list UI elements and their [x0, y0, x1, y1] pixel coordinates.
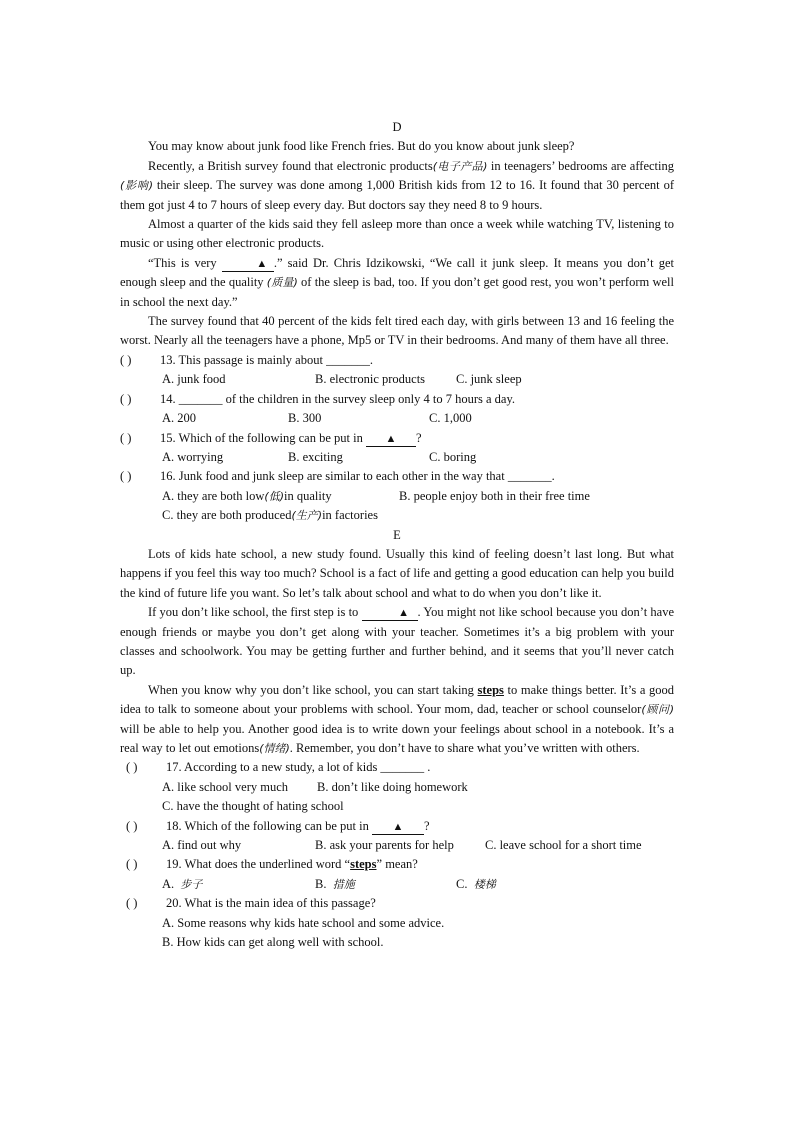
text: 18. Which of the following can be put in	[166, 818, 372, 833]
question-text: 14. _______ of the children in the survey sleep only 4 to 7 hours a day.	[160, 391, 516, 406]
option-b: B. 300	[288, 411, 322, 426]
answer-bracket[interactable]: ( )	[120, 352, 132, 367]
exam-page	[120, 118, 674, 952]
option-c: C. leave school for a short time	[485, 838, 642, 853]
question-text	[160, 429, 422, 448]
text: in teenagers’ bedrooms are affecting	[487, 158, 674, 173]
text: 15. Which of the following can be put in	[160, 430, 366, 445]
chinese-gloss: (情绪)	[259, 742, 290, 755]
option-a: A. find out why	[162, 838, 242, 853]
text: B.	[315, 876, 327, 891]
question-text: 17. According to a new study, a lot of kids _______ .	[166, 760, 431, 775]
text: ?	[423, 818, 430, 833]
chinese-gloss: (电子产品)	[432, 159, 488, 173]
passage-d-paragraph-3: Almost a quarter of the kids said they fell asleep more than once a week while watching TV, listening to music or using other electronic products.	[120, 217, 674, 251]
text: C.	[456, 876, 468, 891]
passage-e-paragraph-2	[120, 603, 674, 681]
chinese-gloss: (生产)	[291, 509, 323, 523]
text: If you don’t like school, the first step is to	[148, 605, 362, 620]
text: When you know why you don’t like school, you can start taking	[148, 682, 478, 697]
option-a: A. Some reasons why kids hate school and some advice.	[162, 915, 445, 930]
question-15	[120, 429, 674, 448]
question-text: 20. What is the main idea of this passage?	[166, 896, 376, 911]
text: their sleep. The survey was done among 1,000 British kids from 12 to 16. It found that 30 percent of them got just 4 to 7 hours of sleep every day. But doctors say they need 8 to 9 hours.	[120, 178, 674, 212]
chinese-gloss: (质量)	[266, 276, 298, 290]
chinese-gloss: (顾问)	[641, 703, 674, 717]
question-16	[120, 467, 674, 486]
question-14	[120, 390, 674, 409]
question-20	[120, 894, 674, 913]
option-c: C. junk sleep	[456, 372, 522, 387]
question-17	[120, 758, 674, 777]
option-a	[162, 487, 399, 506]
question-16-options	[120, 487, 674, 506]
underlined-word: steps	[350, 857, 377, 872]
option-b: B. How kids can get along well with school.	[162, 935, 384, 950]
text: 19. What does the underlined word “	[166, 857, 351, 872]
question-18	[120, 817, 674, 836]
text: in quality	[284, 488, 332, 503]
text: Recently, a British survey found that electronic products	[148, 158, 433, 173]
question-19	[120, 855, 674, 874]
option-c	[456, 875, 496, 894]
answer-bracket[interactable]: ( )	[126, 818, 138, 833]
text: A.	[162, 876, 175, 891]
question-text: 16. Junk food and junk sleep are similar to each other in the way that _______.	[160, 469, 555, 484]
text: . You might not like school because you don’t have enough friends or maybe you don’t get along with your teacher. Sometimes it’s a big problem with your classes and schoolwork. You may be getting further and further behind, and it seems that you’ll never catch up.	[120, 605, 674, 678]
passage-d-paragraph-1: You may know about junk food like French fries. But do you know about junk sleep?	[148, 139, 575, 154]
passage-d-paragraph-5: The survey found that 40 percent of the kids felt tired each day, with girls between 13 and 16 feeling the worst. Nearly all the teenagers have a phone, Mp5 or TV in their bedrooms. And many of them have all three.	[120, 314, 674, 348]
text: in factories	[322, 508, 378, 523]
question-20-options	[120, 914, 674, 933]
question-16-options-2	[120, 506, 674, 525]
underlined-word: steps	[477, 682, 504, 697]
text: ?	[415, 430, 422, 445]
question-17-options-2	[120, 797, 674, 816]
option-a: A. worrying	[162, 449, 224, 464]
option-a	[162, 875, 315, 894]
chinese-option: 楼梯	[473, 877, 496, 891]
question-13	[120, 351, 674, 370]
question-14-options	[120, 409, 674, 428]
text: . Remember, you don’t have to share what you’ve written with others.	[289, 741, 640, 755]
blank-marker: ▲	[362, 606, 418, 621]
question-18-options	[120, 836, 674, 855]
answer-bracket[interactable]: ( )	[120, 469, 132, 484]
answer-bracket[interactable]: ( )	[126, 896, 138, 911]
answer-bracket[interactable]: ( )	[126, 760, 138, 775]
text: ” mean?	[376, 857, 418, 872]
question-15-options	[120, 448, 674, 467]
question-text	[166, 855, 418, 874]
question-13-options	[120, 370, 674, 389]
option-b: B. exciting	[288, 449, 343, 464]
option-c	[162, 506, 378, 525]
passage-e-paragraph-3	[120, 681, 674, 759]
text: A. they are both low	[162, 488, 265, 503]
option-a: A. 200	[162, 411, 197, 426]
section-d-title: D	[392, 120, 402, 134]
blank-marker: ▲	[222, 257, 274, 272]
option-c: C. boring	[429, 449, 477, 464]
text: C. they are both produced	[162, 508, 292, 523]
option-b: B. ask your parents for help	[315, 838, 454, 853]
chinese-gloss: (影响)	[120, 179, 153, 193]
section-e-title: E	[393, 527, 401, 542]
text: will be able to help you. Another good idea is to write down your feelings about school in a notebook. It’s a real way to let out emotions	[120, 721, 674, 755]
text: “This is very	[148, 255, 222, 270]
question-17-options	[120, 778, 674, 797]
passage-e-paragraph-1: Lots of kids hate school, a new study found. Usually this kind of feeling doesn’t last long. But what happens if you feel this way too much? School is a fact of life and getting a good education can help you build the kind of future life you want. So let’s talk about school and what to do when you don’t like it.	[120, 546, 674, 600]
option-b: B. electronic products	[315, 372, 426, 387]
blank-marker: ▲	[372, 820, 424, 835]
question-text: 13. This passage is mainly about _______.	[160, 352, 373, 367]
answer-bracket[interactable]: ( )	[120, 430, 132, 445]
answer-bracket[interactable]: ( )	[126, 857, 138, 872]
blank-marker: ▲	[366, 432, 416, 447]
question-text	[166, 817, 430, 836]
option-a: A. junk food	[162, 372, 226, 387]
question-19-options	[120, 875, 674, 894]
question-20-options-2	[120, 933, 674, 952]
answer-bracket[interactable]: ( )	[120, 391, 132, 406]
option-b	[315, 875, 456, 894]
text: to make things better. It’s a good idea to talk to someone about your problems with school. Your mom, dad, teacher or school counselor	[120, 682, 674, 717]
option-c: C. have the thought of hating school	[162, 799, 344, 814]
option-c: C. 1,000	[429, 411, 472, 426]
text: of the sleep is bad, too. If you don’t get good rest, you won’t perform well in school the next day.”	[120, 275, 674, 309]
option-b: B. people enjoy both in their free time	[399, 488, 590, 503]
passage-d-paragraph-2	[120, 157, 674, 215]
option-a: A. like school very much	[162, 779, 289, 794]
option-b: B. don’t like doing homework	[317, 779, 468, 794]
passage-d-paragraph-4	[120, 254, 674, 312]
text: .” said Dr. Chris Idzikowski, “We call it junk sleep. It means you don’t get enough sleep and the quality	[120, 255, 675, 290]
chinese-gloss: (低)	[264, 489, 284, 503]
chinese-option: 步子	[180, 877, 203, 891]
chinese-option: 措施	[332, 877, 355, 891]
